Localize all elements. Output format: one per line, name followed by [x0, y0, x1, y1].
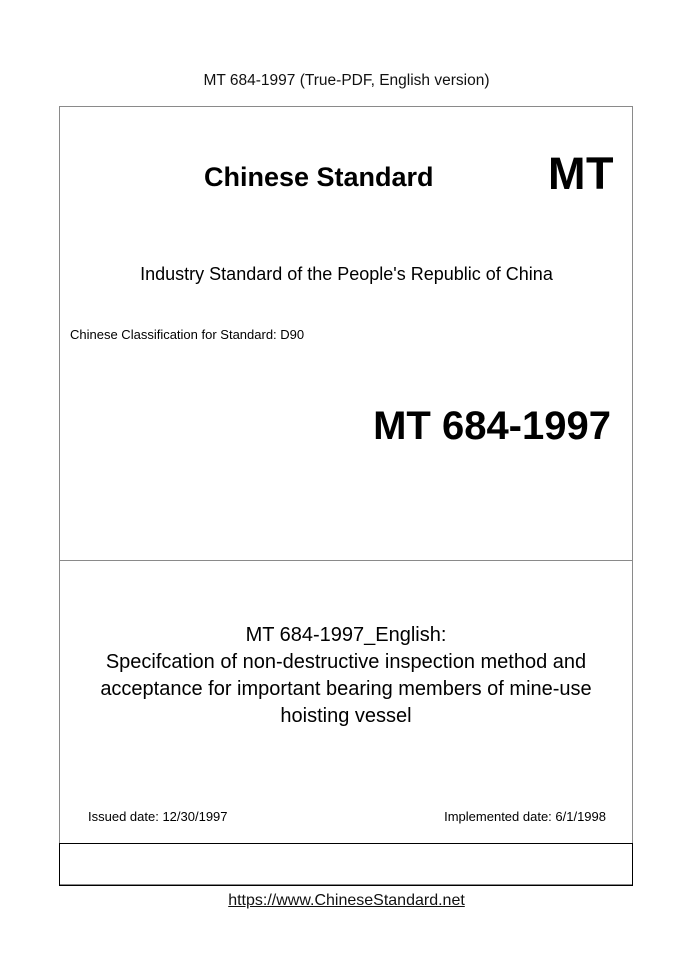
classification-label: Chinese Classification for Standard: D90: [70, 327, 305, 342]
title-line: acceptance for important bearing members of mine-use: [100, 678, 592, 700]
title-line: Specifcation of non-destructive inspection method and: [105, 651, 587, 673]
industry-subtitle: Industry Standard of the People's Republic of China: [140, 264, 553, 284]
title-line: hoisting vessel: [280, 705, 412, 727]
standard-number: MT 684-1997: [373, 404, 611, 448]
cover-frame: [59, 106, 633, 885]
page-header: MT 684-1997 (True-PDF, English version): [203, 72, 490, 89]
section-divider: [59, 560, 633, 561]
standard-code: MT: [548, 148, 614, 199]
implemented-date: Implemented date: 6/1/1998: [444, 809, 606, 824]
standard-type-heading: Chinese Standard: [204, 162, 434, 192]
website-link[interactable]: https://www.ChineseStandard.net: [228, 892, 465, 909]
footer-box: [59, 843, 633, 886]
issued-date: Issued date: 12/30/1997: [88, 809, 228, 824]
document-title: [59, 622, 633, 730]
title-line: MT 684-1997_English:: [245, 624, 447, 646]
